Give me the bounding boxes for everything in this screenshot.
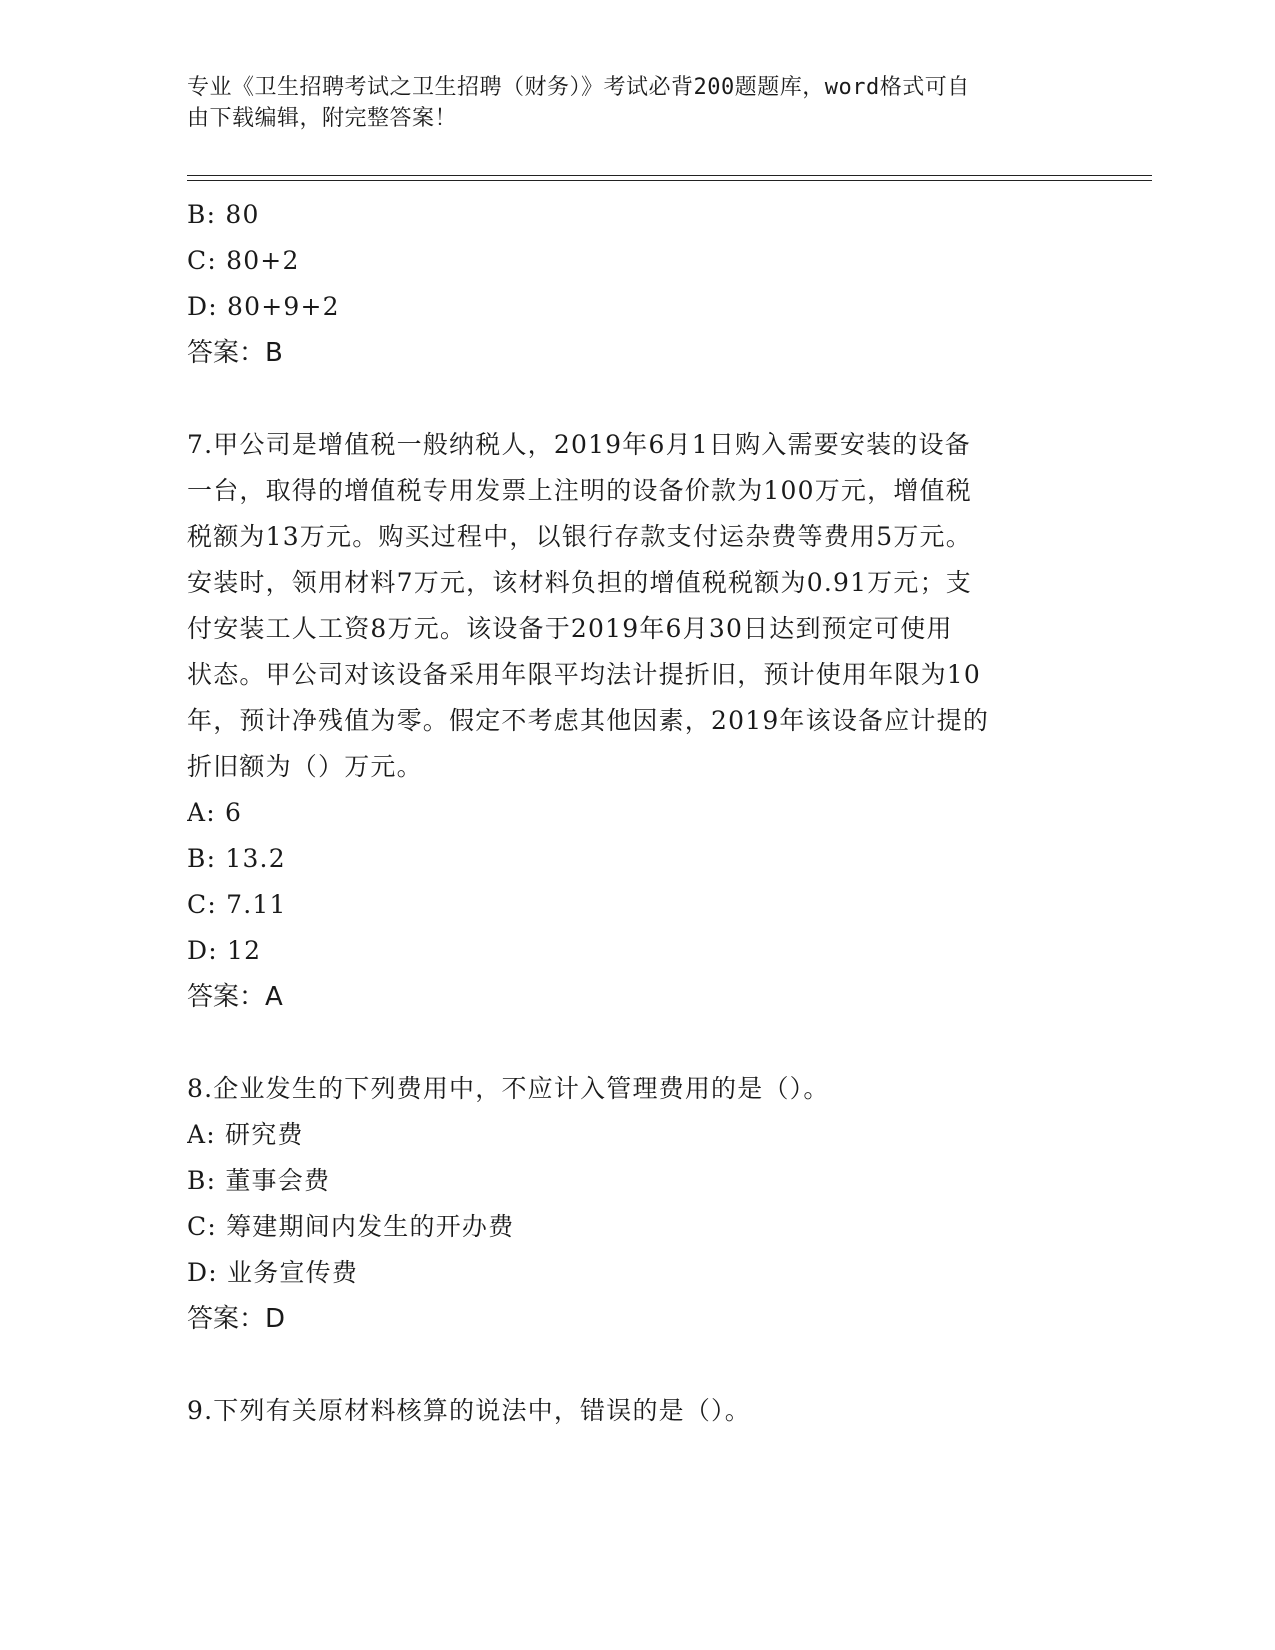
document-header [187,72,1067,134]
question-9 [187,1388,1087,1434]
question-6-tail [187,192,1087,376]
question-stem-line: 一台，取得的增值税专用发票上注明的设备价款为100万元，增值税 [187,476,972,505]
question-stem-line: 8.企业发生的下列费用中，不应计入管理费用的是（）。 [187,1074,830,1103]
question-7 [187,422,1087,1020]
option-d: D: 12 [187,936,262,965]
question-stem-line: 7.甲公司是增值税一般纳税人，2019年6月1日购入需要安装的设备 [187,430,971,459]
option-c: C: 筹建期间内发生的开办费 [187,1212,515,1241]
question-stem-line: 折旧额为（）万元。 [187,752,423,781]
option-d: D: 80+9+2 [187,292,340,321]
header-divider-bottom [187,180,1152,181]
option-a: A: 研究费 [187,1120,304,1149]
option-c: C: 7.11 [187,890,287,919]
header-divider-top [187,175,1152,176]
header-line-2: 由下载编辑，附完整答案！ [187,106,458,131]
option-a: A: 6 [187,798,243,827]
spacer [187,1020,1087,1066]
option-b: B: 13.2 [187,844,286,873]
question-8 [187,1066,1087,1342]
option-b: B: 董事会费 [187,1166,331,1195]
header-line-1: 专业《卫生招聘考试之卫生招聘（财务）》考试必背200题题库，word格式可自 [187,75,970,100]
spacer [187,1342,1087,1388]
question-stem-line: 年，预计净残值为零。假定不考虑其他因素，2019年该设备应计提的 [187,706,990,735]
answer-line: 答案：D [187,1304,286,1334]
document-body [187,192,1087,1434]
answer-line: 答案：B [187,338,283,368]
question-stem-line: 税额为13万元。购买过程中，以银行存款支付运杂费等费用5万元。 [187,522,972,551]
answer-line: 答案：A [187,982,283,1012]
spacer [187,376,1087,422]
option-d: D: 业务宣传费 [187,1258,359,1287]
option-c: C: 80+2 [187,246,300,275]
question-stem-line: 9.下列有关原材料核算的说法中，错误的是（）。 [187,1396,751,1425]
option-b: B: 80 [187,200,260,229]
question-stem-line: 安装时，领用材料7万元，该材料负担的增值税税额为0.91万元；支 [187,568,972,597]
question-stem-line: 状态。甲公司对该设备采用年限平均法计提折旧，预计使用年限为10 [187,660,982,689]
question-stem-line: 付安装工人工资8万元。该设备于2019年6月30日达到预定可使用 [187,614,953,643]
